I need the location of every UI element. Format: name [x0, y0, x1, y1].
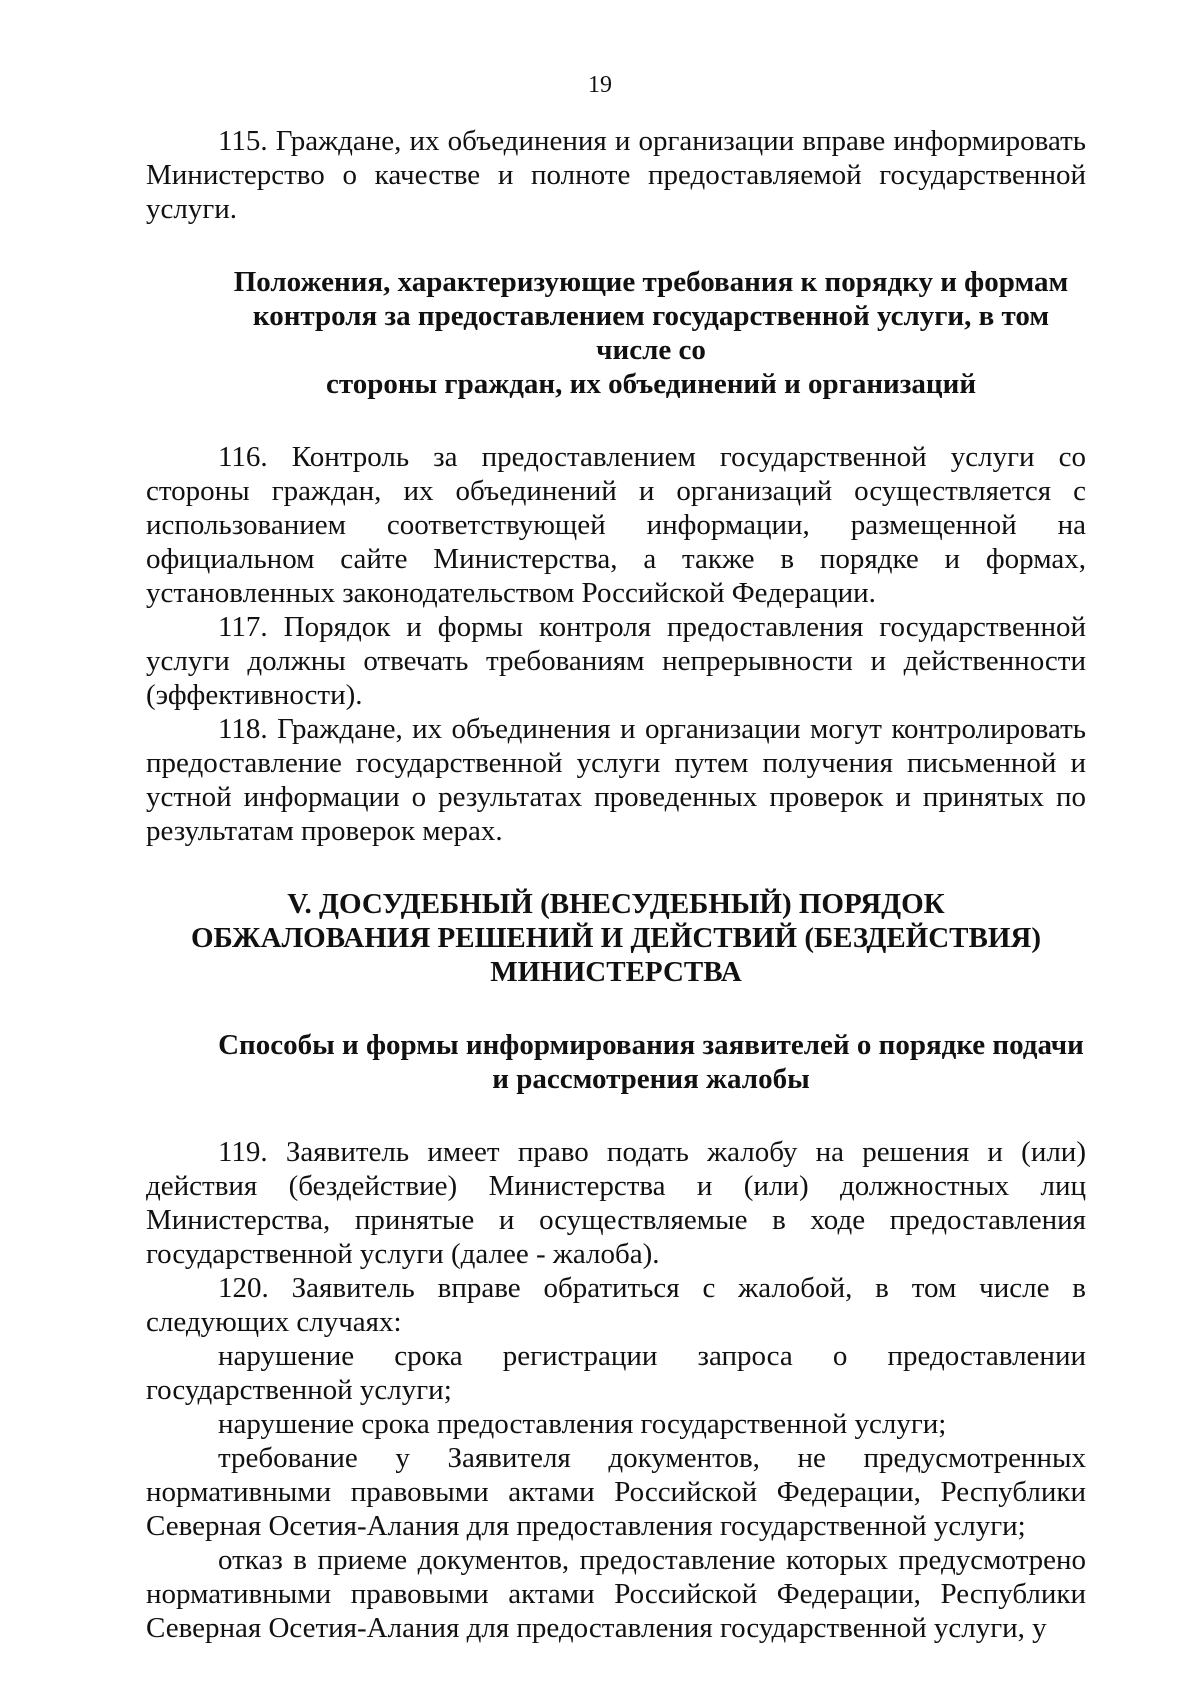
- heading-line: и рассмотрения жалобы: [492, 1063, 810, 1095]
- heading-complaint-info: [146, 1028, 1086, 1096]
- heading-line: контроля за предоставлением государственной услуги, в том числе со: [252, 300, 1050, 366]
- document-body: [146, 124, 1086, 1645]
- case-item-3: требование у Заявителя документов, не предусмотренных нормативными правовыми актами Российской Федерации, Республики Северная Осетия-Алания для предоставления государственной услуги;: [146, 1442, 1086, 1542]
- heading-line: МИНИСТЕРСТВА: [490, 956, 742, 988]
- heading-line: V. ДОСУДЕБНЫЙ (ВНЕСУДЕБНЫЙ) ПОРЯДОК: [287, 888, 945, 920]
- heading-line: стороны граждан, их объединений и организаций: [325, 368, 977, 400]
- paragraph-116: 116. Контроль за предоставлением государственной услуги со стороны граждан, их объединений и организаций осуществляется с использованием соответствующей информации, размещенной на официальном сайте Министерства, а также в порядке и формах, установленных законодательством Российской Федерации.: [146, 441, 1086, 609]
- heading-section-v: [146, 887, 1086, 989]
- case-item-1: нарушение срока регистрации запроса о предоставлении государственной услуги;: [146, 1340, 1086, 1406]
- page-number: 19: [588, 72, 612, 98]
- paragraph-115: 115. Граждане, их объединения и организации вправе информировать Министерство о качестве и полноте предоставляемой государственной услуги.: [146, 125, 1086, 225]
- heading-control-provisions: [146, 265, 1086, 401]
- heading-line: ОБЖАЛОВАНИЯ РЕШЕНИЙ И ДЕЙСТВИЙ (БЕЗДЕЙСТВИЯ): [190, 922, 1042, 954]
- heading-line: Способы и формы информирования заявителей о порядке подачи: [218, 1029, 1084, 1061]
- case-item-2: нарушение срока предоставления государственной услуги;: [218, 1408, 947, 1440]
- paragraph-117: 117. Порядок и формы контроля предоставления государственной услуги должны отвечать требованиям непрерывности и действенности (эффективности).: [146, 611, 1086, 711]
- heading-line: Положения, характеризующие требования к порядку и формам: [233, 266, 1069, 298]
- paragraph-119: 119. Заявитель имеет право подать жалобу на решения и (или) действия (бездействие) Министерства и (или) должностных лиц Министерства, принятые и осуществляемые в ходе предоставления государственной услуги (далее - жалоба).: [146, 1136, 1086, 1270]
- paragraph-120: 120. Заявитель вправе обратиться с жалобой, в том числе в следующих случаях:: [146, 1272, 1086, 1338]
- paragraph-118: 118. Граждане, их объединения и организации могут контролировать предоставление государственной услуги путем получения письменной и устной информации о результатах проведенных проверок и принятых по результатам проверок мерах.: [146, 713, 1086, 847]
- case-item-4: отказ в приеме документов, предоставление которых предусмотрено нормативными правовыми актами Российской Федерации, Республики Северная Осетия-Алания для предоставления государственной услуги, у: [146, 1544, 1086, 1644]
